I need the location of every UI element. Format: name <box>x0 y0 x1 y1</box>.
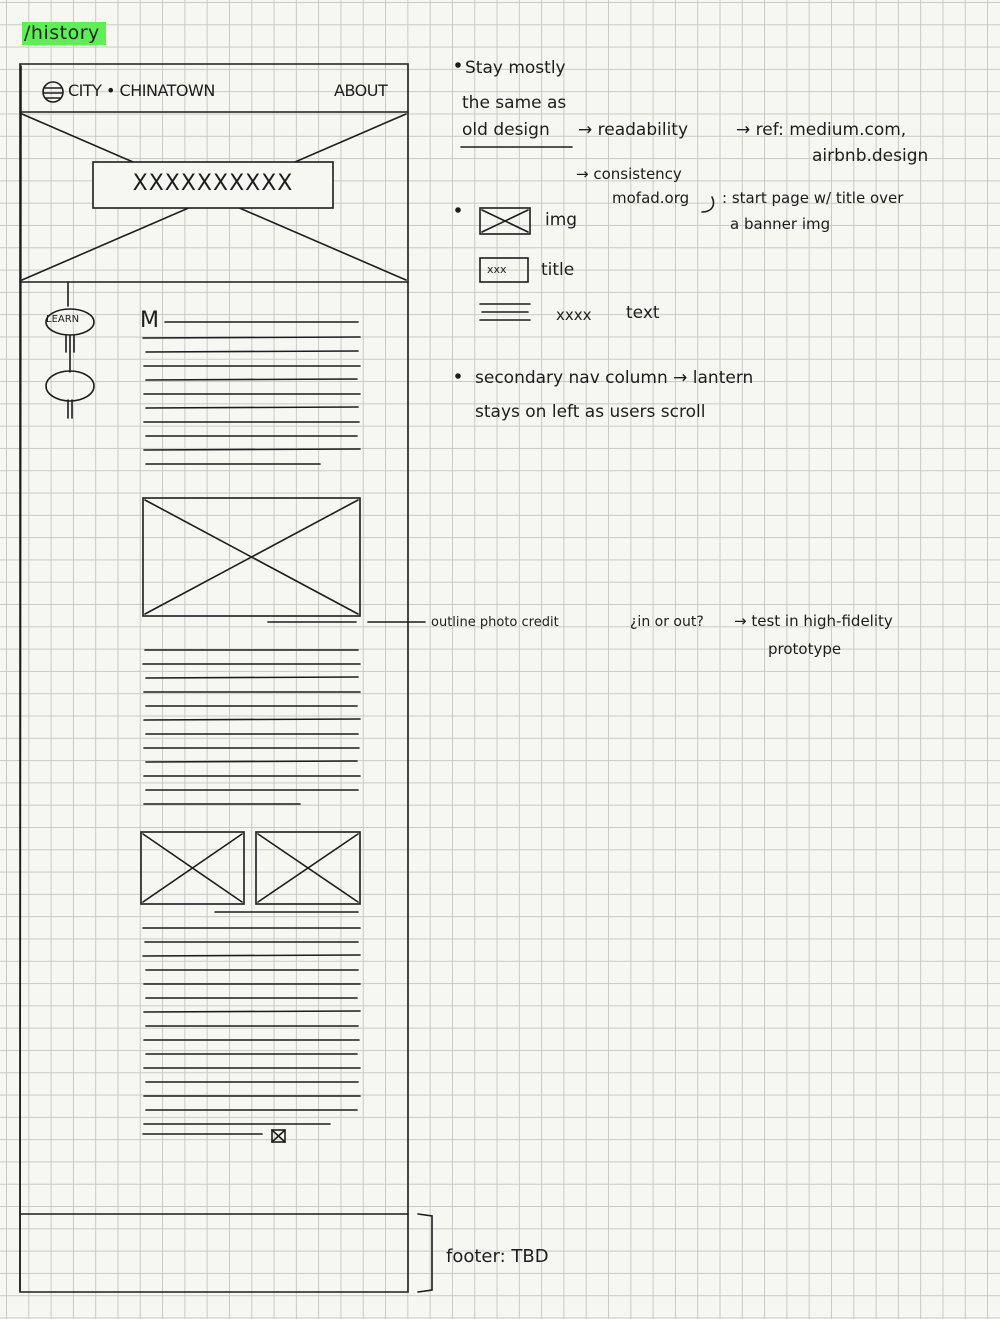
nav-logo-text: CITY • CHINATOWN <box>68 81 215 100</box>
note-prototype: prototype <box>768 640 842 658</box>
note-same-as: the same as <box>462 93 567 113</box>
note-footer-tbd: footer: TBD <box>446 1246 549 1267</box>
note-readability: → readability <box>578 120 689 140</box>
note-consistency: → consistency <box>576 165 682 183</box>
note-banner-img: a banner img <box>730 215 831 233</box>
legend-title-box-text: xxx <box>487 263 507 276</box>
note-photo-credit: outline photo credit <box>431 615 559 630</box>
mofad-hook <box>702 197 714 212</box>
end-mark-icon <box>272 1130 285 1142</box>
logo-icon <box>43 82 63 102</box>
note-in-or-out: ¿in or out? <box>630 614 704 630</box>
legend-img-icon <box>480 208 530 234</box>
note-airbnb: airbnb.design <box>812 146 929 166</box>
legend-text-label: text <box>626 303 660 323</box>
legend-img-label: img <box>545 210 578 230</box>
note-secondary-nav: secondary nav column → lantern <box>475 368 754 388</box>
note-stay-mostly: Stay mostly <box>465 58 566 78</box>
lantern-nav-icon <box>46 282 94 418</box>
text-lines-2 <box>143 650 360 804</box>
article-image-1 <box>143 498 360 622</box>
note-stays-left: stays on left as users scroll <box>475 402 706 422</box>
bullet-3 <box>456 374 460 378</box>
note-test-hifi: → test in high-fidelity <box>734 612 893 630</box>
note-ref-medium: → ref: medium.com, <box>736 120 907 140</box>
note-mofad: mofad.org <box>612 189 690 207</box>
bullet-1 <box>456 63 460 67</box>
learn-label: LEARN <box>46 314 80 325</box>
note-old-design: old design <box>462 120 550 140</box>
legend-title-label: title <box>541 260 575 280</box>
nav-about-link: ABOUT <box>334 81 388 100</box>
legend-text-lines <box>480 304 530 320</box>
text-lines-3 <box>143 928 360 1124</box>
footer-bracket <box>418 1214 432 1292</box>
text-lines-1 <box>143 322 360 464</box>
legend-text-xxxx: xxxx <box>556 306 592 324</box>
article-image-pair <box>141 832 360 912</box>
hero-title-placeholder: XXXXXXXXXX <box>132 171 294 196</box>
bullet-2 <box>456 208 460 212</box>
page-label: /history <box>22 22 106 45</box>
drop-cap: M <box>140 308 159 333</box>
note-start-page: : start page w/ title over <box>722 189 904 207</box>
